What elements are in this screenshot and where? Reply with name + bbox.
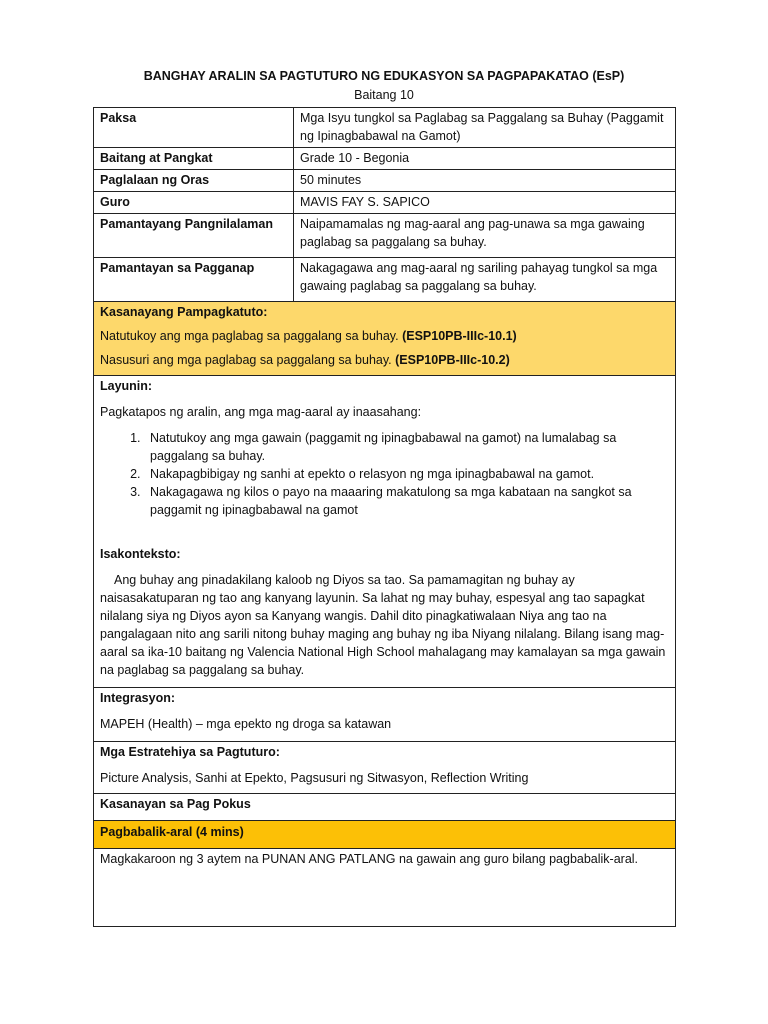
kasanayan-item bbox=[100, 351, 669, 369]
row-layunin bbox=[94, 376, 676, 688]
oras-label: Paglalaan ng Oras bbox=[94, 170, 294, 192]
kasanayan-cell bbox=[94, 302, 676, 376]
layunin-intro: Pagkatapos ng aralin, ang mga mag-aaral ay inaasahang: bbox=[100, 405, 422, 419]
document-subtitle: Baitang 10 bbox=[354, 88, 414, 102]
baitang-value: Grade 10 - Begonia bbox=[294, 148, 676, 170]
pokus-cell bbox=[94, 794, 676, 821]
kasanayan-heading: Kasanayang Pampagkatuto: bbox=[100, 305, 268, 319]
kasanayan-item-code: (ESP10PB-IIIc-10.2) bbox=[395, 353, 510, 367]
row-integrasyon bbox=[94, 688, 676, 742]
pangnilalaman-label: Pamantayang Pangnilalaman bbox=[94, 214, 294, 258]
balik-aral-heading: Pagbabalik-aral (4 mins) bbox=[100, 825, 244, 839]
guro-label: Guro bbox=[94, 192, 294, 214]
layunin-item: 3. Nakagagawa ng kilos o payo na maaaring makatulong sa mga kabataan na sangkot sa paggamit ng ipinagbabawal na gamot bbox=[144, 483, 669, 519]
document-title: BANGHAY ARALIN SA PAGTUTURO NG EDUKASYON SA PAGPAPAKATAO (EsP) bbox=[143, 69, 625, 83]
row-estratehiya bbox=[94, 742, 676, 794]
row-pagganap bbox=[94, 258, 676, 302]
paksa-value: Mga Isyu tungkol sa Paglabag sa Paggalang sa Buhay (Paggamit ng Ipinagbabawal na Gamot) bbox=[294, 108, 676, 148]
baitang-label: Baitang at Pangkat bbox=[94, 148, 294, 170]
row-oras bbox=[94, 170, 676, 192]
isakonteksto-text: Ang buhay ang pinadakilang kaloob ng Diyos sa tao. Sa pamamagitan ng buhay ay naisasakatuparan ng tao ang kanyang layunin. Sa lahat ng may buhay, espesyal ang tao sapagkat nilalang siya ng Diyos ayon sa Kanyang wangis. Dahil dito pinagkatiwalaan Niya ang tao na pangalagaan nito ang sarili nitong buhay maging ang buhay ng iba Niyang nilalang. Bilang isang mag-aaral sa ika-10 baitang ng Valencia National High School mahalagang may kamalayan sa mga gawain na paglabag sa paggalang sa buhay. bbox=[100, 573, 666, 677]
oras-value: 50 minutes bbox=[294, 170, 676, 192]
kasanayan-item-code: (ESP10PB-IIIc-10.1) bbox=[402, 329, 517, 343]
row-pokus bbox=[94, 794, 676, 821]
isakonteksto-heading: Isakonteksto: bbox=[100, 547, 181, 561]
guro-value: MAVIS FAY S. SAPICO bbox=[294, 192, 676, 214]
layunin-item: 1. Natutukoy ang mga gawain (paggamit ng ipinagbabawal na gamot) na lumalabag sa paggalang sa buhay. bbox=[144, 429, 669, 465]
row-pangnilalaman bbox=[94, 214, 676, 258]
balik-aral-text: Magkakaroon ng 3 aytem na PUNAN ANG PATLANG na gawain ang guro bilang pagbabalik-aral. bbox=[100, 852, 639, 866]
pangnilalaman-value: Naipamamalas ng mag-aaral ang pag-unawa sa mga gawaing paglabag sa paggalang sa buhay. bbox=[294, 214, 676, 258]
row-kasanayan bbox=[94, 302, 676, 376]
pagganap-label: Pamantayan sa Pagganap bbox=[94, 258, 294, 302]
integrasyon-cell bbox=[94, 688, 676, 742]
pokus-heading: Kasanayan sa Pag Pokus bbox=[100, 797, 251, 811]
lesson-plan-table bbox=[93, 107, 676, 927]
estratehiya-text: Picture Analysis, Sanhi at Epekto, Pagsusuri ng Sitwasyon, Reflection Writing bbox=[100, 771, 529, 785]
layunin-cell bbox=[94, 376, 676, 688]
row-balik-aral-heading bbox=[94, 821, 676, 849]
layunin-list bbox=[100, 429, 669, 519]
layunin-item: 2. Nakapagbibigay ng sanhi at epekto o relasyon ng mga ipinagbabawal na gamot. bbox=[144, 465, 669, 483]
row-guro bbox=[94, 192, 676, 214]
estratehiya-cell bbox=[94, 742, 676, 794]
row-baitang bbox=[94, 148, 676, 170]
row-balik-aral-text bbox=[94, 849, 676, 927]
balik-aral-heading-cell bbox=[94, 821, 676, 849]
integrasyon-heading: Integrasyon: bbox=[100, 691, 176, 705]
row-paksa bbox=[94, 108, 676, 148]
balik-aral-cell bbox=[94, 849, 676, 927]
kasanayan-item bbox=[100, 327, 669, 345]
estratehiya-heading: Mga Estratehiya sa Pagtuturo: bbox=[100, 745, 280, 759]
kasanayan-item-text: Nasusuri ang mga paglabag sa paggalang sa buhay. bbox=[100, 353, 396, 367]
pagganap-value: Nakagagawa ang mag-aaral ng sariling pahayag tungkol sa mga gawaing paglabag sa paggalang sa buhay. bbox=[294, 258, 676, 302]
layunin-heading: Layunin: bbox=[100, 379, 153, 393]
paksa-label: Paksa bbox=[94, 108, 294, 148]
kasanayan-item-text: Natutukoy ang mga paglabag sa paggalang sa buhay. bbox=[100, 329, 403, 343]
integrasyon-text: MAPEH (Health) – mga epekto ng droga sa katawan bbox=[100, 717, 392, 731]
